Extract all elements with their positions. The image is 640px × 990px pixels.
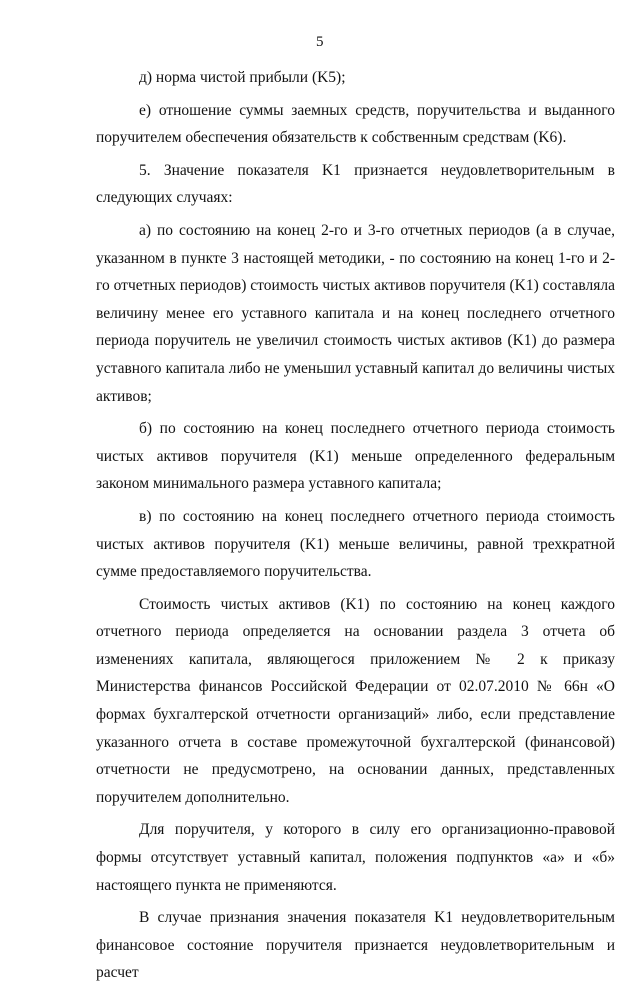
paragraph-unsatisfactory: В случае признания значения показателя K1 неудовлетворительным финансовое состояние поручителя признается неудовлетворительным и расчет	[96, 909, 615, 982]
document-body	[96, 64, 615, 990]
paragraph-no-capital: Для поручителя, у которого в силу его организационно-правовой формы отсутствует уставный капитал, положения подпунктов «а» и «б» настоящего пункта не применяются.	[96, 821, 615, 894]
paragraph-clause-5: 5. Значение показателя K1 признается неудовлетворительным в следующих случаях:	[96, 161, 615, 207]
paragraph-subclause-b: б) по состоянию на конец последнего отчетного периода стоимость чистых активов поручителя (K1) меньше определенного федеральным законом минимального размера уставного капитала;	[96, 420, 615, 493]
paragraph-item-e: е) отношение суммы заемных средств, поручительства и выданного поручителем обеспечения обязательств к собственным средствам (K6).	[96, 101, 615, 147]
paragraph-subclause-a: а) по состоянию на конец 2-го и 3-го отчетных периодов (а в случае, указанном в пункте 3 настоящей методики, - по состоянию на конец 1-го и 2-го отчетных периодов) стоимость чистых активов поручителя (K1) составляла величину менее его уставного капитала и на конец последнего отчетного периода поручитель не увеличил стоимость чистых активов (K1) до размера уставного капитала либо не уменьшил уставный капитал до величины чистых активов;	[96, 221, 615, 405]
page-number: 5	[316, 34, 324, 50]
paragraph-net-assets: Стоимость чистых активов (K1) по состоянию на конец каждого отчетного периода определяется на основании раздела 3 отчета об изменениях капитала, являющегося приложением № 2 к приказу Министерства финансов Российской Федерации от 02.07.2010 № 66н «О формах бухгалтерской отчетности организаций» либо, если представление указанного отчета в составе промежуточной бухгалтерской (финансовой) отчетности не предусмотрено, на основании данных, представленных поручителем дополнительно.	[96, 595, 615, 806]
paragraph-item-d: д) норма чистой прибыли (K5);	[139, 69, 346, 86]
paragraph-subclause-v: в) по состоянию на конец последнего отчетного периода стоимость чистых активов поручителя (K1) меньше величины, равной трехкратной сумме предоставляемого поручительства.	[96, 507, 615, 581]
